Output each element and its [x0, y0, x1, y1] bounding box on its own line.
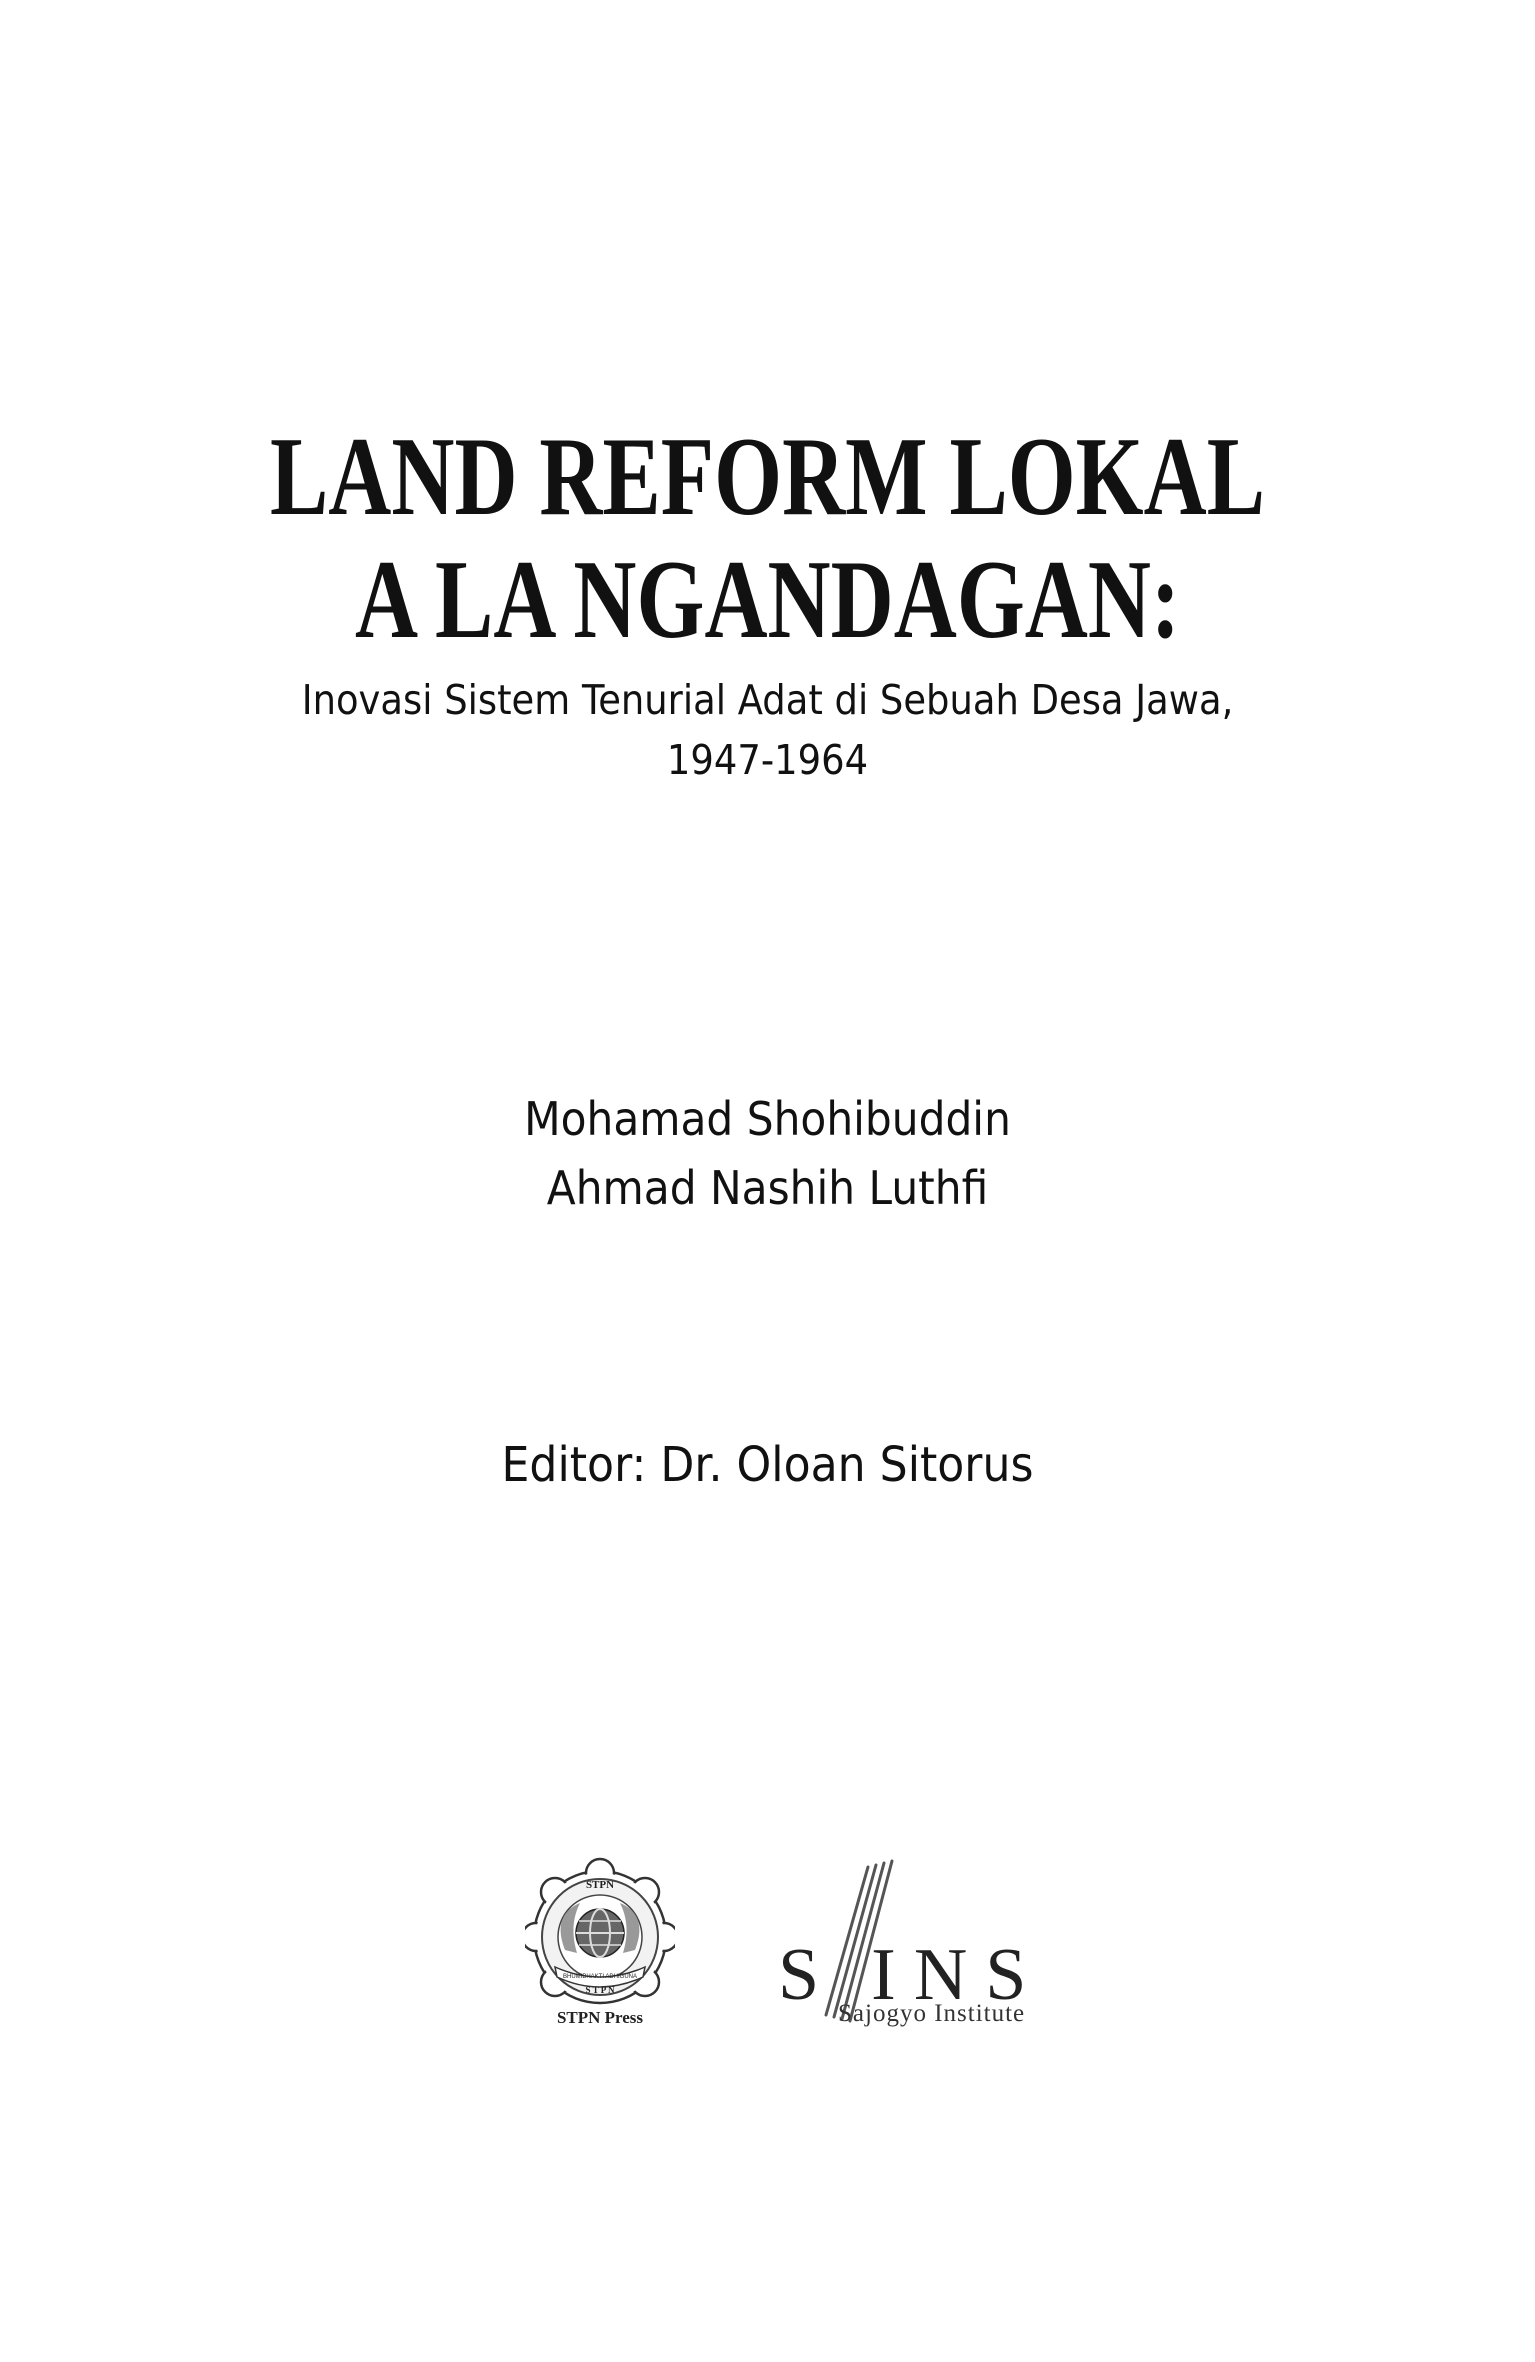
- book-subtitle-line-2: 1947-1964: [666, 736, 869, 784]
- sains-letter-s2: S: [985, 1934, 1045, 2016]
- author-2: Ahmad Nashih Luthfi: [546, 1161, 989, 1215]
- author-1: Mohamad Shohibuddin: [524, 1092, 1011, 1146]
- book-title-line-2: A LA NGANDAGAN:: [354, 538, 1181, 662]
- book-title-line-1: LAND REFORM LOKAL: [270, 415, 1265, 539]
- sains-subtitle: Sajogyo Institute: [838, 2000, 1026, 2027]
- sains-letter-n: N: [913, 1934, 986, 2016]
- editor-credit: Editor: Dr. Oloan Sitorus: [501, 1437, 1034, 1493]
- globe-emblem-icon: [525, 1855, 675, 2025]
- sains-letter-i: I: [871, 1934, 914, 2016]
- emblem-band-text: BHUMIBHAKTI ADHIGUNA: [562, 1974, 638, 1980]
- sains-letter-s1: S: [778, 1934, 838, 2016]
- stpn-press-caption: STPN Press: [556, 2008, 644, 2027]
- emblem-top-text: STPN: [585, 1879, 615, 1891]
- book-subtitle-line-1: Inovasi Sistem Tenurial Adat di Sebuah Desa Jawa,: [301, 676, 1234, 724]
- emblem-bottom-text: S T P N: [585, 1985, 615, 1995]
